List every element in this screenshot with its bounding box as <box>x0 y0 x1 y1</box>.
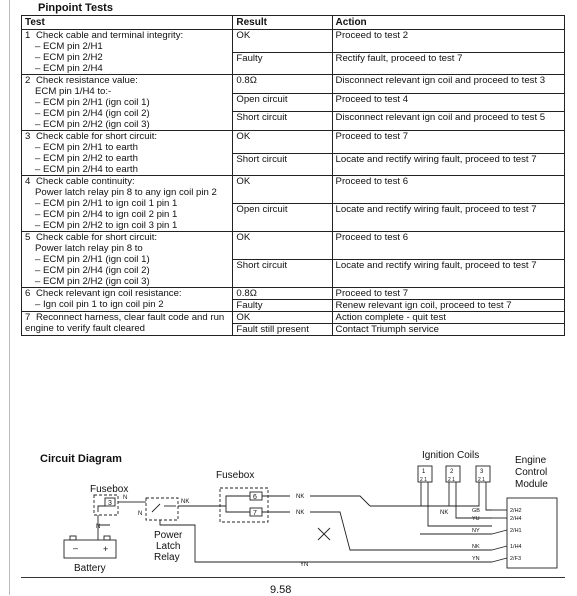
test-step: – ECM pin 2/H2 (ign coil 3) <box>35 276 150 287</box>
test-heading-text: Check cable for short circuit: <box>36 131 158 142</box>
ecm-label-line2: Control <box>515 467 548 478</box>
action-cell: Proceed to test 2 <box>332 30 564 53</box>
action-cell: Proceed to test 4 <box>332 93 564 112</box>
table-body <box>22 30 565 336</box>
wire-n-label-3: N <box>138 511 143 517</box>
column-header-action: Action <box>332 16 564 30</box>
test-cell <box>22 312 233 336</box>
result-cell: OK <box>233 30 332 53</box>
test-heading <box>25 232 229 243</box>
page-number: 9.58 <box>270 584 292 596</box>
wire-nk-label-4: NK <box>440 510 449 516</box>
ign-coil-2-number: 2 <box>450 469 454 475</box>
result-cell: Short circuit <box>233 112 332 131</box>
result-cell: Short circuit <box>233 153 332 176</box>
fusebox2-internal-a <box>195 496 250 506</box>
fuse-1-number: 3 <box>108 500 112 507</box>
column-header-test: Test <box>22 16 233 30</box>
circuit-diagram-title: Circuit Diagram <box>40 453 122 465</box>
ecm-lead-5 <box>492 558 507 562</box>
table-header-row <box>22 16 565 30</box>
ecm-pin-2f3: 2/F3 <box>510 556 522 562</box>
wire-n-label-2: N <box>96 524 101 530</box>
test-heading-text: Check relevant ign coil resistance: <box>36 288 182 299</box>
test-number: 5 <box>25 232 31 243</box>
action-cell: Proceed to test 7 <box>332 288 564 300</box>
test-step: – ECM pin 2/H4 to earth <box>35 164 138 175</box>
table-row <box>22 232 565 260</box>
test-step: – Ign coil pin 1 to ign coil pin 2 <box>35 299 164 310</box>
wire-yn-label: YN <box>300 562 309 568</box>
ecm-label-line3: Module <box>515 479 548 490</box>
action-cell: Contact Triumph service <box>332 324 564 336</box>
battery-minus: – <box>73 543 79 553</box>
ecm-wire-gb: GB <box>472 508 480 514</box>
result-cell: Faulty <box>233 52 332 75</box>
test-step: – ECM pin 2/H1 (ign coil 1) <box>35 254 150 265</box>
pinpoint-tests-table <box>21 15 565 336</box>
test-step: – ECM pin 2/H4 to ign coil 2 pin 1 <box>35 209 178 220</box>
coil-supply-2 <box>421 482 449 506</box>
action-cell: Renew relevant ign coil, proceed to test 7 <box>332 300 564 312</box>
table-row <box>22 288 565 300</box>
table-row <box>22 30 565 53</box>
action-cell: Locate and rectify wiring fault, proceed to test 7 <box>332 260 564 288</box>
test-step: – ECM pin 2/H2 (ign coil 3) <box>35 119 150 130</box>
table-row <box>22 176 565 204</box>
table-row <box>22 75 565 94</box>
test-step: – ECM pin 2/H2 to ign coil 3 pin 1 <box>35 220 178 231</box>
fuse-7-number: 7 <box>253 510 257 517</box>
coil3-to-ecm <box>486 482 492 510</box>
coil-supply-3 <box>449 482 479 506</box>
fuse-1-internal-wire <box>98 506 105 512</box>
battery-terminal-pos <box>104 536 110 540</box>
test-heading <box>25 176 229 187</box>
result-cell: Faulty <box>233 300 332 312</box>
test-subheading: Power latch relay pin 8 to any ign coil pin 2 <box>35 187 217 198</box>
test-cell <box>22 75 233 131</box>
test-step: – ECM pin 2/H4 <box>35 63 103 74</box>
test-number: 4 <box>25 176 31 187</box>
action-cell: Disconnect relevant ign coil and proceed to test 3 <box>332 75 564 94</box>
wire-nk-label-2: NK <box>296 494 305 500</box>
table-row <box>22 312 565 324</box>
coil1-to-ecm <box>428 482 492 526</box>
action-cell: Proceed to test 6 <box>332 176 564 204</box>
wire-n-label-1: N <box>123 495 128 501</box>
test-subheading: Power latch relay pin 8 to <box>35 243 143 254</box>
test-cell <box>22 232 233 288</box>
test-step: – ECM pin 2/H4 (ign coil 2) <box>35 265 150 276</box>
relay-label-line2: Latch <box>156 541 181 552</box>
test-heading-text: Check cable for short circuit: <box>36 232 158 243</box>
relay-label-line1: Power <box>154 530 183 541</box>
ecm-wire-yu: YU <box>472 516 480 522</box>
action-cell: Rectify fault, proceed to test 7 <box>332 52 564 75</box>
footer-rule <box>21 577 565 578</box>
result-cell: 0.8Ω <box>233 288 332 300</box>
test-step: – ECM pin 2/H1 to ign coil 1 pin 1 <box>35 198 178 209</box>
battery-terminal-neg <box>70 536 76 540</box>
fusebox2-internal-b <box>226 506 250 512</box>
test-step: – ECM pin 2/H4 (ign coil 2) <box>35 108 150 119</box>
action-cell: Locate and rectify wiring fault, proceed to test 7 <box>332 153 564 176</box>
ecm-wire-yn: YN <box>472 556 480 562</box>
ecm-wire-ny: NY <box>472 528 480 534</box>
action-cell: Action complete - quit test <box>332 312 564 324</box>
result-cell: OK <box>233 312 332 324</box>
fuse-6-number: 6 <box>253 494 257 501</box>
test-number: 1 <box>25 30 31 41</box>
fusebox-2-box <box>220 488 268 522</box>
result-cell: OK <box>233 131 332 154</box>
test-heading <box>25 30 229 41</box>
ign-coil-2-pins: 2 1 <box>448 477 455 483</box>
result-cell: OK <box>233 232 332 260</box>
section-title: Pinpoint Tests <box>38 2 113 14</box>
wire-nk-label-3: NK <box>296 510 305 516</box>
ignition-coils-label: Ignition Coils <box>422 450 480 461</box>
ign-coil-1-number: 1 <box>422 469 426 475</box>
test-step: – ECM pin 2/H1 (ign coil 1) <box>35 97 150 108</box>
test-number: 3 <box>25 131 31 142</box>
action-cell: Locate and rectify wiring fault, proceed to test 7 <box>332 204 564 232</box>
column-header-result: Result <box>233 16 332 30</box>
relay-label-line3: Relay <box>154 552 180 563</box>
result-cell: Short circuit <box>233 260 332 288</box>
test-cell <box>22 288 233 312</box>
result-cell: Fault still present <box>233 324 332 336</box>
test-heading-text: Check cable continuity: <box>36 176 135 187</box>
test-cell <box>22 176 233 232</box>
result-cell: Open circuit <box>233 93 332 112</box>
test-step: – ECM pin 2/H2 to earth <box>35 153 138 164</box>
test-heading <box>25 75 229 86</box>
ecm-wire-nk: NK <box>472 544 480 550</box>
circuit-diagram <box>0 440 577 575</box>
test-cell <box>22 131 233 176</box>
test-step: – ECM pin 2/H1 to earth <box>35 142 138 153</box>
test-number: 6 <box>25 288 31 299</box>
result-cell: OK <box>233 176 332 204</box>
ecm-pin-2h1: 2/H1 <box>510 528 522 534</box>
ecm-pin-2h4: 2/H4 <box>510 516 522 522</box>
ecm-lead-3 <box>492 530 507 534</box>
test-heading <box>25 131 229 142</box>
table-row <box>22 131 565 154</box>
test-subheading: ECM pin 1/H4 to:- <box>35 86 112 97</box>
coil-supply-1 <box>370 482 421 506</box>
action-cell: Proceed to test 6 <box>332 232 564 260</box>
ign-coil-3-number: 3 <box>480 469 484 475</box>
relay-box <box>146 498 178 520</box>
action-cell: Disconnect relevant ign coil and proceed to test 5 <box>332 112 564 131</box>
test-step: – ECM pin 2/H1 <box>35 41 103 52</box>
ecm-pin-2h2: 2/H2 <box>510 508 522 514</box>
battery-plus: + <box>103 544 109 554</box>
relay-switch-icon <box>152 504 160 512</box>
ecm-lead-4 <box>492 546 507 550</box>
action-cell: Proceed to test 7 <box>332 131 564 154</box>
fusebox-1-label: Fusebox <box>90 484 129 495</box>
ecm-pin-1h4: 1/H4 <box>510 544 522 550</box>
test-heading-text: Check resistance value: <box>36 75 138 86</box>
result-cell: 0.8Ω <box>233 75 332 94</box>
test-step: – ECM pin 2/H2 <box>35 52 103 63</box>
ign-coil-1-pins: 2 1 <box>420 477 427 483</box>
test-number: 7 <box>25 312 31 323</box>
test-heading <box>25 312 229 334</box>
fusebox-2-label: Fusebox <box>216 470 255 481</box>
wire-to-coils <box>310 496 370 506</box>
test-cell <box>22 30 233 75</box>
ecm-label-line1: Engine <box>515 455 547 466</box>
test-number: 2 <box>25 75 31 86</box>
test-heading-text: Reconnect harness, clear fault code and run engine to verify fault cleared <box>25 312 225 334</box>
test-heading-text: Check cable and terminal integrity: <box>36 30 184 41</box>
result-cell: Open circuit <box>233 204 332 232</box>
wire-nk-label-1: NK <box>181 499 190 505</box>
ign-coil-3-pins: 2 1 <box>478 477 485 483</box>
test-heading <box>25 288 229 299</box>
battery-label: Battery <box>74 563 106 574</box>
